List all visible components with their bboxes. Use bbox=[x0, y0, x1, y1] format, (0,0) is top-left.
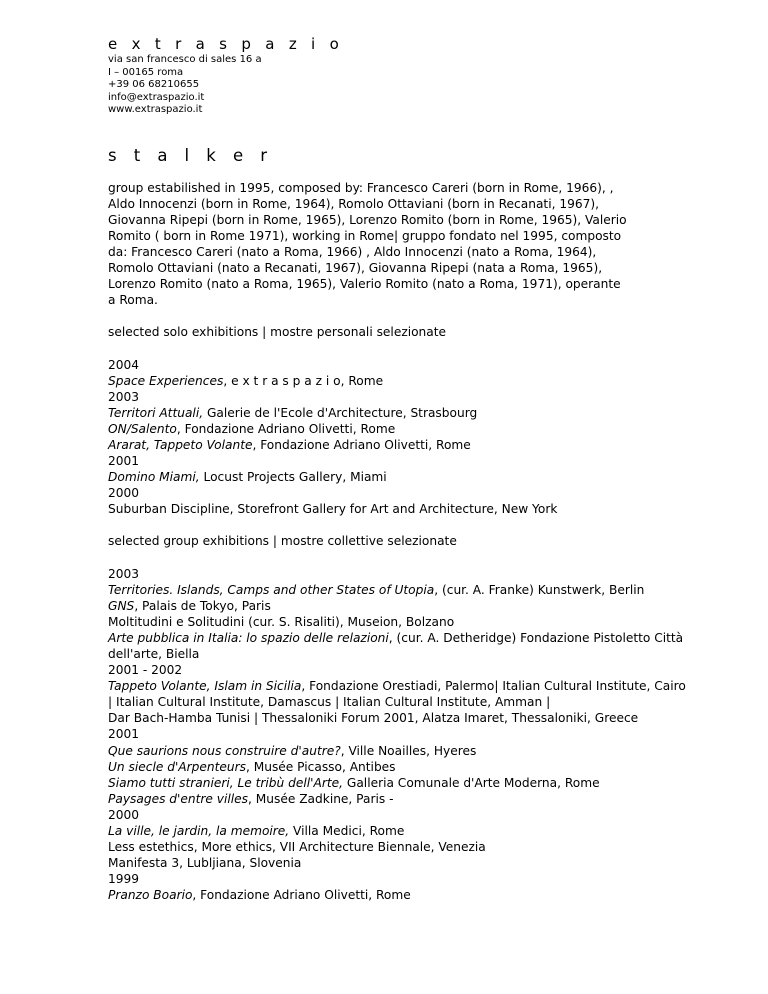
year-label: 2000 bbox=[108, 807, 140, 822]
exhibition-entry bbox=[108, 469, 758, 485]
address-phone: +39 06 68210655 bbox=[108, 79, 200, 91]
bio-line: group estabilished in 1995, composed by: Francesco Careri (born in Rome, 1966), , bbox=[108, 180, 614, 195]
year-label: 2004 bbox=[108, 357, 140, 372]
exhibition-venue: , Fondazione Adriano Olivetti, Rome bbox=[192, 888, 411, 903]
exhibition-entry: Moltitudini e Solitudini (cur. S. Risaliti), Museion, Bolzano bbox=[108, 614, 455, 629]
document-body bbox=[108, 180, 758, 904]
exhibition-entry bbox=[108, 598, 758, 614]
bio-line: Romito ( born in Rome 1971), working in Rome| gruppo fondato nel 1995, composto bbox=[108, 228, 622, 243]
exhibition-title: Arte pubblica in Italia: lo spazio delle relazioni bbox=[108, 630, 389, 645]
exhibition-venue: Galleria Comunale d'Arte Moderna, Rome bbox=[343, 775, 600, 790]
address-website: www.extraspazio.it bbox=[108, 104, 203, 116]
exhibition-venue: Villa Medici, Rome bbox=[289, 824, 405, 839]
address-street: via san francesco di sales 16 a bbox=[108, 54, 262, 65]
exhibition-entry bbox=[108, 678, 758, 694]
address-city: I – 00165 roma bbox=[108, 66, 184, 78]
bio-line: da: Francesco Careri (nato a Roma, 1966) , Aldo Innocenzi (nato a Roma, 1964), bbox=[108, 245, 597, 260]
bio-line: Lorenzo Romito (nato a Roma, 1965), Valerio Romito (nato a Roma, 1971), operante bbox=[108, 277, 621, 292]
exhibition-entry bbox=[108, 405, 758, 421]
exhibition-entry bbox=[108, 421, 758, 437]
exhibition-title: Tappeto Volante, Islam in Sicilia bbox=[108, 679, 302, 694]
exhibition-venue: , Fondazione Adriano Olivetti, Rome bbox=[176, 421, 396, 436]
exhibition-entry: Dar Bach-Hamba Tunisi | Thessaloniki Forum 2001, Alatza Imaret, Thessaloniki, Greece bbox=[108, 711, 639, 726]
solo-exhibitions-heading: selected solo exhibitions | mostre personali selezionate bbox=[108, 325, 447, 340]
exhibition-entry bbox=[108, 775, 758, 791]
year-label: 2001 - 2002 bbox=[108, 663, 183, 678]
exhibition-venue: Locust Projects Gallery, Miami bbox=[199, 470, 387, 485]
exhibition-venue: Galerie de l'Ecole d'Architecture, Strasbourg bbox=[203, 405, 478, 420]
bio-line: a Roma. bbox=[108, 293, 158, 308]
exhibition-entry: | Italian Cultural Institute, Damascus | Italian Cultural Institute, Amman | bbox=[108, 695, 551, 710]
exhibition-venue: , (cur. A. Detheridge) Fondazione Pistoletto Città bbox=[388, 630, 684, 645]
exhibition-entry bbox=[108, 791, 758, 807]
year-label: 2000 bbox=[108, 486, 140, 501]
exhibition-entry bbox=[108, 743, 758, 759]
exhibition-venue: , Fondazione Adriano Olivetti, Rome bbox=[252, 437, 471, 452]
exhibition-venue: , Fondazione Orestiadi, Palermo| Italian Cultural Institute, Cairo bbox=[301, 679, 686, 694]
exhibition-title: Space Experiences bbox=[108, 373, 224, 388]
group-exhibitions-list bbox=[108, 566, 758, 904]
artist-name: s t a l k e r bbox=[108, 145, 273, 165]
exhibition-venue: , Palais de Tokyo, Paris bbox=[134, 598, 271, 613]
exhibition-title: Paysages d'entre villes bbox=[108, 791, 248, 806]
exhibition-title: Ararat, Tappeto Volante bbox=[108, 437, 253, 452]
year-label: 2001 bbox=[108, 454, 140, 469]
exhibition-venue: , Ville Noailles, Hyeres bbox=[340, 743, 477, 758]
exhibition-entry bbox=[108, 887, 758, 903]
bio-line: Romolo Ottaviani (nato a Recanati, 1967), Giovanna Ripepi (nata a Roma, 1965), bbox=[108, 261, 603, 276]
group-exhibitions-heading: selected group exhibitions | mostre collettive selezionate bbox=[108, 534, 457, 549]
artist-bio bbox=[108, 180, 758, 309]
exhibition-title: Un siecle d'Arpenteurs bbox=[108, 759, 246, 774]
year-label: 2003 bbox=[108, 389, 140, 404]
exhibition-venue: , e x t r a s p a z i o, Rome bbox=[223, 373, 384, 388]
exhibition-entry bbox=[108, 823, 758, 839]
year-label: 2001 bbox=[108, 727, 140, 742]
year-label: 2003 bbox=[108, 566, 140, 581]
exhibition-title: GNS bbox=[108, 598, 135, 613]
document-page bbox=[108, 34, 758, 904]
exhibition-entry bbox=[108, 373, 758, 389]
exhibition-title: Domino Miami, bbox=[108, 470, 200, 485]
exhibition-title: Que saurions nous construire d'autre? bbox=[108, 743, 341, 758]
exhibition-title: Pranzo Boario bbox=[108, 888, 193, 903]
exhibition-title: La ville, le jardin, la memoire, bbox=[108, 824, 290, 839]
exhibition-venue: , Musée Picasso, Antibes bbox=[245, 759, 396, 774]
gallery-name: e x t r a s p a z i o bbox=[108, 35, 344, 53]
exhibition-title: Territori Attuali, bbox=[108, 405, 204, 420]
exhibition-title: Siamo tutti stranieri, Le tribù dell'Arte, bbox=[108, 775, 344, 790]
exhibition-entry bbox=[108, 759, 758, 775]
exhibition-venue: , Musée Zadkine, Paris - bbox=[248, 791, 394, 806]
exhibition-entry: Suburban Discipline, Storefront Gallery for Art and Architecture, New York bbox=[108, 502, 558, 517]
exhibition-title: ON/Salento bbox=[108, 421, 177, 436]
exhibition-entry bbox=[108, 437, 758, 453]
exhibition-entry: dell'arte, Biella bbox=[108, 647, 200, 661]
bio-line: Giovanna Ripepi (born in Rome, 1965), Lorenzo Romito (born in Rome, 1965), Valerio bbox=[108, 212, 627, 227]
exhibition-venue: , (cur. A. Franke) Kunstwerk, Berlin bbox=[434, 582, 645, 597]
year-label: 1999 bbox=[108, 872, 140, 887]
exhibition-entry bbox=[108, 582, 758, 598]
solo-exhibitions-list bbox=[108, 357, 758, 518]
bio-line: Aldo Innocenzi (born in Rome, 1964), Romolo Ottaviani (born in Recanati, 1967), bbox=[108, 196, 599, 211]
exhibition-title: Territories. Islands, Camps and other States of Utopia bbox=[108, 582, 435, 597]
address-email: info@extraspazio.it bbox=[108, 91, 205, 103]
exhibition-entry bbox=[108, 630, 758, 646]
exhibition-entry: Less estethics, More ethics, VII Architecture Biennale, Venezia bbox=[108, 840, 486, 855]
gallery-address bbox=[108, 54, 758, 117]
exhibition-entry: Manifesta 3, Lubljiana, Slovenia bbox=[108, 856, 302, 871]
